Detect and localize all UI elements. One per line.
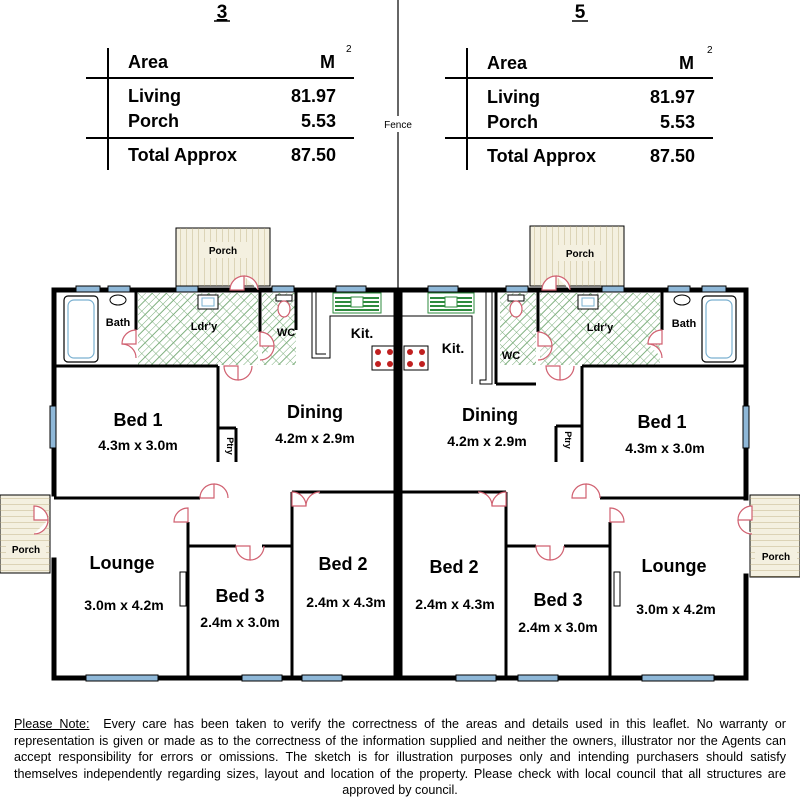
bed2-dims: 2.4m x 4.3m <box>306 594 386 610</box>
lounge-name: Lounge <box>89 553 155 573</box>
row-value: 5.53 <box>659 112 695 132</box>
toilet <box>508 295 524 301</box>
bath-label: Bath <box>105 317 131 329</box>
bed1-dims: 4.3m x 3.0m <box>98 437 178 453</box>
row-label: Living <box>128 86 181 106</box>
bath-basin <box>110 295 126 305</box>
cooktop <box>372 346 396 370</box>
kitchen-bench <box>480 290 492 384</box>
dining-dims: 4.2m x 2.9m <box>275 430 355 446</box>
bed2-name: Bed 2 <box>429 557 479 577</box>
total-label: Total Approx <box>487 146 596 166</box>
total-value: 87.50 <box>649 146 695 166</box>
bed3-name: Bed 3 <box>215 586 265 606</box>
dining-dims: 4.2m x 2.9m <box>447 433 527 449</box>
unit-sup: 2 <box>707 45 713 56</box>
porch-top-label: Porch <box>565 249 595 260</box>
disclaimer <box>14 716 786 799</box>
row-label: Porch <box>487 112 539 132</box>
area-table <box>86 44 354 170</box>
bed3-dims: 2.4m x 3.0m <box>200 614 280 630</box>
fence-label: Fence <box>384 120 412 131</box>
row-label: Porch <box>128 111 180 131</box>
row-label: Living <box>487 87 540 107</box>
unit-number: 3 <box>216 2 228 23</box>
wc-label: WC <box>276 327 296 339</box>
bath-label: Bath <box>671 318 697 330</box>
laundry-label: Ldr'y <box>586 322 614 334</box>
bath-basin <box>674 295 690 305</box>
unit-number: 5 <box>574 2 586 23</box>
area-table <box>445 45 713 170</box>
porch-side-label: Porch <box>761 552 791 563</box>
dining-name: Dining <box>287 402 343 422</box>
toilet <box>276 295 292 301</box>
kitchen-label: Kit. <box>350 325 374 341</box>
unit-sup: 2 <box>346 44 352 55</box>
unit-label: M <box>679 53 694 73</box>
lounge-name: Lounge <box>641 556 707 576</box>
porch-top-label: Porch <box>208 246 238 257</box>
kitchen-label: Kit. <box>441 340 465 356</box>
row-value: 81.97 <box>649 87 695 107</box>
bed2-dims: 2.4m x 4.3m <box>415 596 495 612</box>
total-value: 87.50 <box>290 145 336 165</box>
bed1-name: Bed 1 <box>113 410 163 430</box>
bed2-name: Bed 2 <box>318 554 368 574</box>
porch-side-label: Porch <box>11 545 41 556</box>
bed3-name: Bed 3 <box>533 590 583 610</box>
dining-name: Dining <box>462 405 518 425</box>
area-label: Area <box>487 53 528 73</box>
bed3-dims: 2.4m x 3.0m <box>518 619 598 635</box>
unit-3-plan <box>0 2 396 681</box>
bed1-dims: 4.3m x 3.0m <box>625 440 705 456</box>
unit-5-plan <box>400 2 800 681</box>
disclaimer-heading: Please Note: <box>14 717 90 731</box>
lounge-dims: 3.0m x 4.2m <box>84 597 164 613</box>
lounge-dims: 3.0m x 4.2m <box>636 601 716 617</box>
area-label: Area <box>128 52 169 72</box>
bed1-name: Bed 1 <box>637 412 687 432</box>
pantry-label: Ptry <box>563 431 573 449</box>
cooktop <box>404 346 428 370</box>
total-label: Total Approx <box>128 145 237 165</box>
row-value: 5.53 <box>300 111 336 131</box>
row-value: 81.97 <box>290 86 336 106</box>
unit-label: M <box>320 52 335 72</box>
disclaimer-text: Every care has been taken to verify the correctness of the areas and details used in this leaflet. No warranty or representation is given or made as to the correctness of the information supplied and neither the owners, illustrator nor the Agents can accept responsibility for errors or omissions. The sketch is for illustration purposes only and intending purchasers should satisfy themselves independently regarding sizes, layout and location of the property. Please check with local council that all structures are approved by council. <box>14 717 786 797</box>
laundry-label: Ldr'y <box>190 321 218 333</box>
pantry-label: Ptry <box>225 437 235 455</box>
wc-label: WC <box>501 350 521 362</box>
